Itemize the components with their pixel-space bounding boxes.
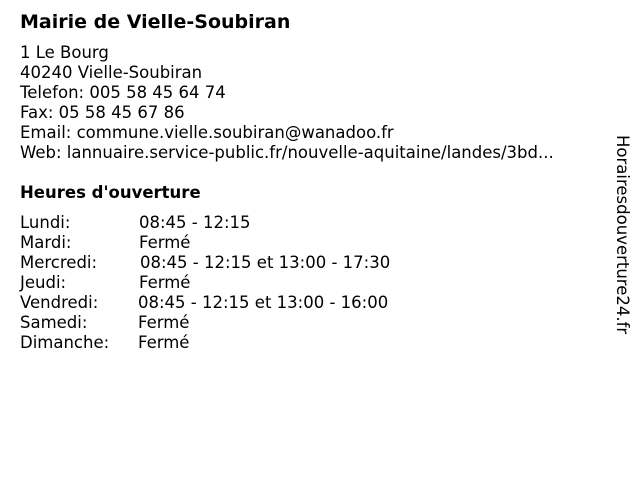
day-label: Lundi: [20,213,71,232]
address-line-2: 40240 Vielle-Soubiran [20,63,203,82]
phone-number: Telefon: 005 58 45 64 74 [20,83,226,102]
day-hours: Fermé [139,273,191,292]
site-watermark: Horairesdouverture24.fr [613,135,632,335]
day-label: Jeudi: [20,273,67,292]
day-hours: 08:45 - 12:15 et 13:00 - 16:00 [138,293,389,312]
email-address: Email: commune.vielle.soubiran@wanadoo.fr [20,123,394,142]
day-label: Mardi: [20,233,72,252]
day-hours: 08:45 - 12:15 et 13:00 - 17:30 [140,253,391,272]
day-label: Vendredi: [20,293,99,312]
day-hours: Fermé [138,333,190,352]
website-link[interactable]: Web: lannuaire.service-public.fr/nouvelle-aquitaine/landes/3bd... [20,143,554,162]
day-hours: Fermé [139,233,191,252]
day-hours: 08:45 - 12:15 [139,213,251,232]
day-hours: Fermé [138,313,190,332]
opening-hours-heading: Heures d'ouverture [20,183,201,202]
contact-block [20,43,554,163]
fax-number: Fax: 05 58 45 67 86 [20,103,185,122]
day-label: Dimanche: [20,333,110,352]
day-label: Mercredi: [20,253,98,272]
day-label: Samedi: [20,313,88,332]
page-title: Mairie de Vielle-Soubiran [20,11,291,33]
address-line-1: 1 Le Bourg [20,43,109,62]
